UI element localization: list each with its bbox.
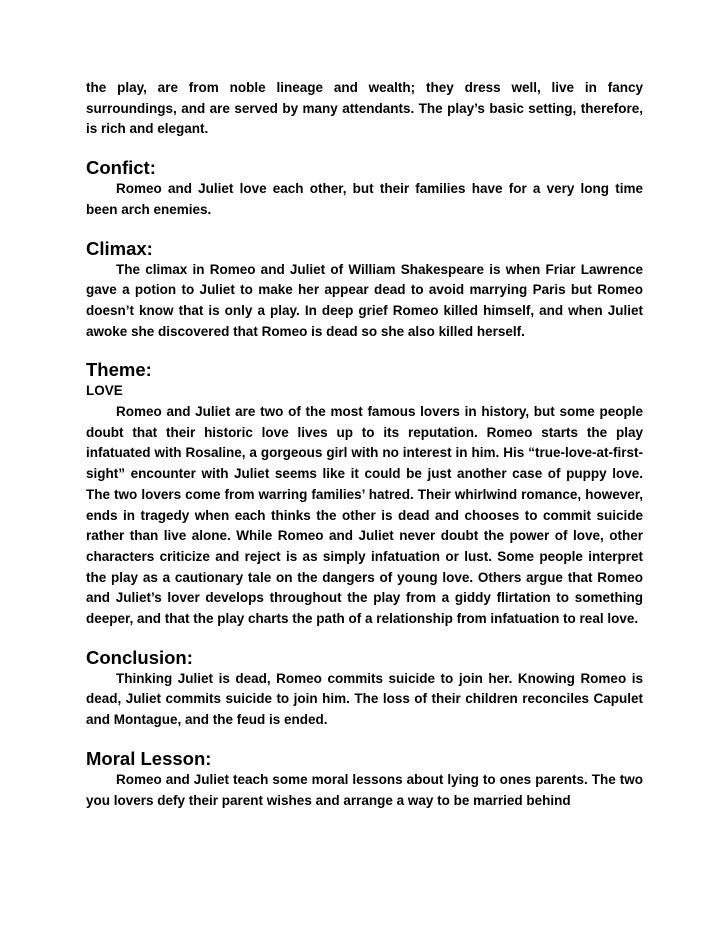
- intro-paragraph: the play, are from noble lineage and wealth; they dress well, live in fancy surroundings, and are served by many attendants. The play’s basic setting, therefore, is rich and elegant.: [86, 80, 643, 137]
- section-gap: [86, 342, 643, 359]
- moral-lesson-paragraph: Romeo and Juliet teach some moral lessons about lying to ones parents. The two you lovers defy their parent wishes and arrange a way to be married behind: [86, 771, 643, 808]
- theme-subheading: LOVE: [86, 383, 123, 399]
- conclusion-heading: Conclusion:: [86, 646, 193, 668]
- climax-paragraph: The climax in Romeo and Juliet of William Shakespeare is when Friar Lawrence gave a potion to Juliet to make her appear dead to avoid marrying Paris but Romeo doesn’t know that is only a play. In deep grief Romeo killed himself, and when Juliet awoke she discovered that Romeo is dead so she also killed herself.: [86, 261, 643, 339]
- theme-paragraph: Romeo and Juliet are two of the most famous lovers in history, but some people doubt that their historic love lives up to its reputation. Romeo starts the play infatuated with Rosaline, a gorgeous girl with no interest in him. His “true-love-at-first-sight” encounter with Juliet seems like it could be just another case of puppy love. The two lovers come from warring families’ hatred. Their whirlwind romance, however, ends in tragedy when each thinks the other is dead and chooses to commit suicide rather than live alone. While Romeo and Juliet never doubt the power of love, other characters criticize and reject is as simply infatuation or lust. Some people interpret the play as a cautionary tale on the dangers of young love. Others argue that Romeo and Juliet’s lover develops throughout the play from a giddy flirtation to something deeper, and that the play charts the path of a relationship from infatuation to real love.: [86, 404, 643, 627]
- section-gap: [86, 221, 643, 238]
- conflict-heading: Confict:: [86, 157, 156, 179]
- section-gap: [86, 731, 643, 748]
- section-gap: [86, 630, 643, 647]
- moral-lesson-heading: Moral Lesson:: [86, 747, 212, 769]
- climax-heading: Climax:: [86, 237, 153, 259]
- section-gap: [86, 140, 643, 157]
- conclusion-paragraph: Thinking Juliet is dead, Romeo commits suicide to join her. Knowing Romeo is dead, Juliet commits suicide to join him. The loss of their children reconciles Capulet and Montague, and the feud is ended.: [86, 670, 643, 728]
- theme-heading: Theme:: [86, 359, 152, 381]
- document-body: [86, 78, 643, 811]
- conflict-paragraph: Romeo and Juliet love each other, but their families have for a very long time been arch enemies.: [86, 181, 643, 217]
